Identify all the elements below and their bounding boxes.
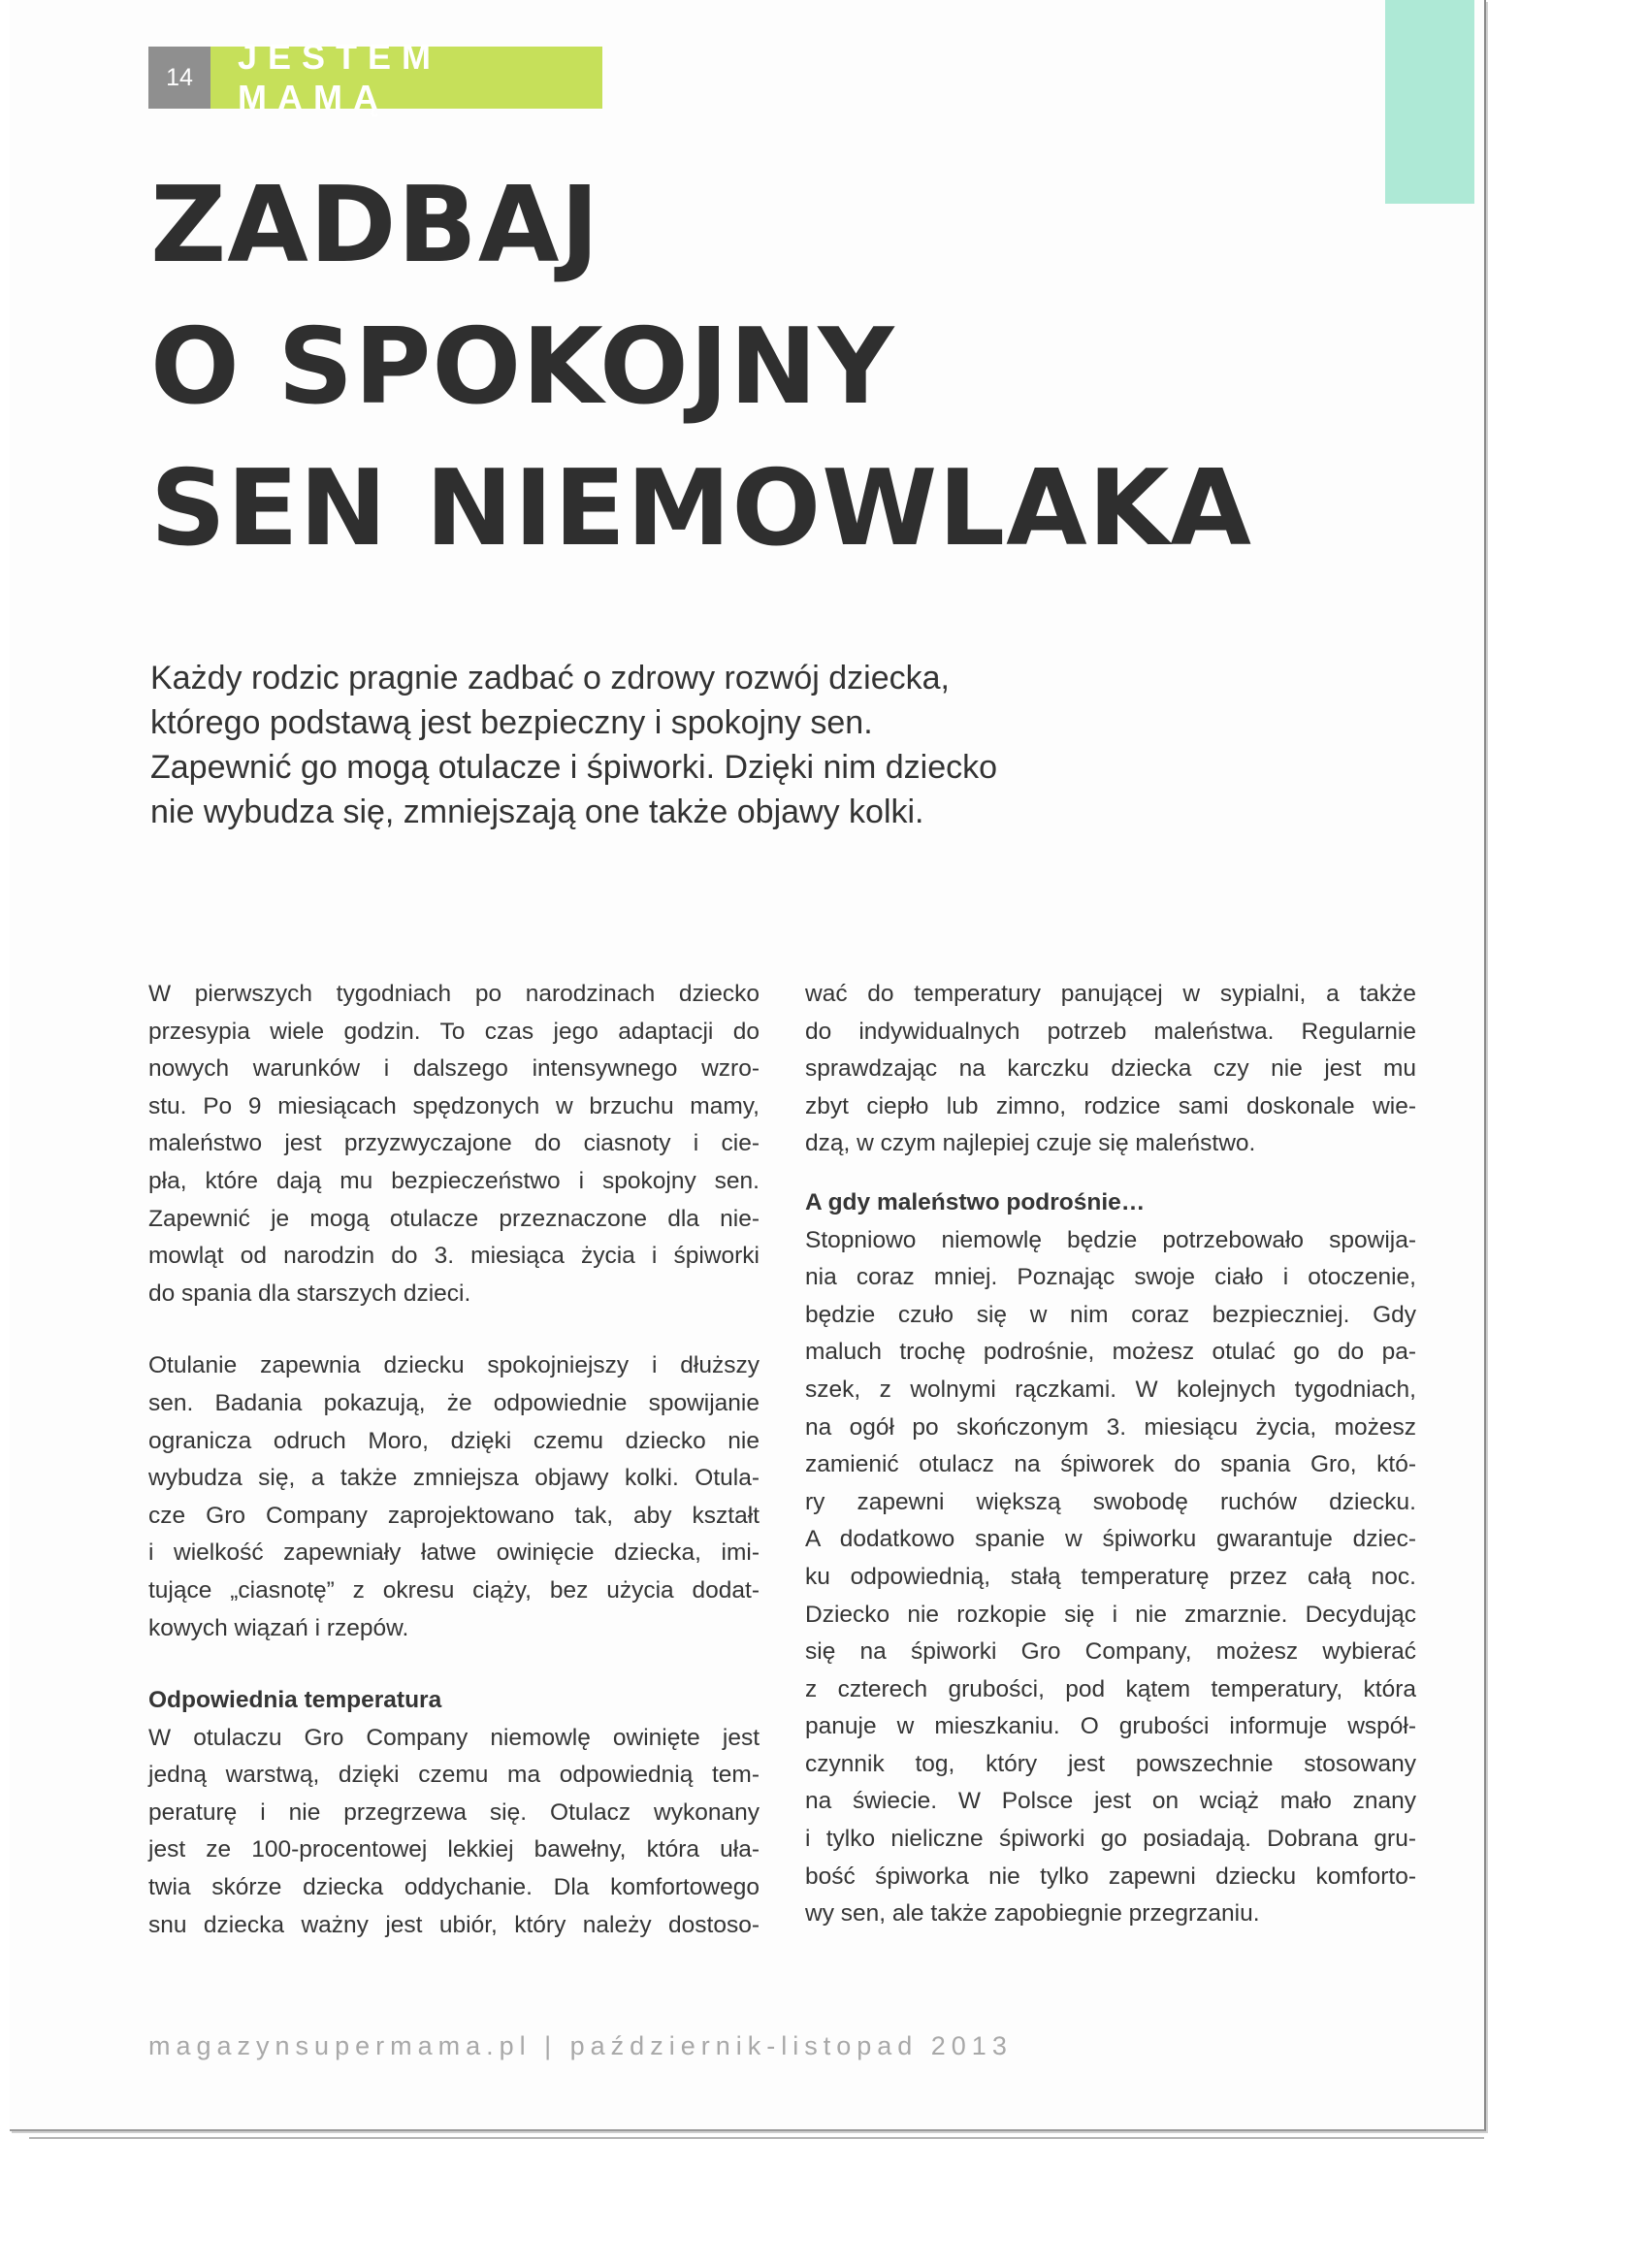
text-line: pła, które dają mu bezpieczeństwo i spokojny sen. bbox=[148, 1167, 760, 1194]
text-line: czynnik tog, który jest powszechnie stosowany bbox=[805, 1750, 1416, 1777]
paragraph bbox=[805, 1222, 1416, 1933]
text-line: snu dziecka ważny jest ubiór, który należy dostoso- bbox=[148, 1911, 760, 1938]
text-line: wać do temperatury panującej w sypialni, a także bbox=[805, 981, 1416, 1007]
text-line: ogranicza odruch Moro, dzięki czemu dziecko nie bbox=[148, 1427, 760, 1454]
text-line: ry zapewni większą swobodę ruchów dziecku. bbox=[805, 1488, 1416, 1515]
text-line: będzie czuło się w nim coraz bezpieczniej. Gdy bbox=[805, 1301, 1416, 1328]
article-headline bbox=[150, 155, 1252, 580]
text-line: nia coraz mniej. Poznając swoje ciało i otoczenie, bbox=[805, 1264, 1416, 1291]
text-line: wybudza się, a także zmniejsza objawy kolki. Otula- bbox=[148, 1465, 760, 1492]
section-label: JESTEM MAMĄ bbox=[210, 47, 602, 109]
text-line: maleństwo jest przyzwyczajone do ciasnoty i cie- bbox=[148, 1130, 760, 1157]
text-line: cze Gro Company zaprojektowano tak, aby kształt bbox=[148, 1502, 760, 1529]
text-line: nowych warunków i dalszego intensywnego wzro- bbox=[148, 1055, 760, 1083]
text-line: panuje w mieszkaniu. O grubości informuje współ- bbox=[805, 1713, 1416, 1740]
page-number: 14 bbox=[148, 47, 210, 109]
text-line: sprawdzając na karczku dziecka czy nie jest mu bbox=[805, 1055, 1416, 1083]
paragraph bbox=[805, 976, 1416, 1163]
text-line: przesypia wiele godzin. To czas jego adaptacji do bbox=[148, 1018, 760, 1045]
text-line: ku odpowiednią, stałą temperaturę przez całą noc. bbox=[805, 1563, 1416, 1590]
text-line: z czterech grubości, pod kątem temperatury, która bbox=[805, 1675, 1416, 1702]
text-line: W otulaczu Gro Company niemowlę owinięte jest bbox=[148, 1724, 760, 1751]
page-edge bbox=[29, 2129, 1484, 2139]
text-line: do spania dla starszych dzieci. bbox=[148, 1280, 471, 1307]
text-line: Stopniowo niemowlę będzie potrzebowało spowija- bbox=[805, 1226, 1416, 1253]
section-header bbox=[148, 37, 602, 117]
teal-page-tab bbox=[1385, 0, 1474, 204]
text-line: i wielkość zapewniały łatwe owinięcie dziecka, imi- bbox=[148, 1539, 760, 1567]
text-line: mowląt od narodzin do 3. miesiąca życia i śpiworki bbox=[148, 1243, 760, 1270]
subheading: Odpowiednia temperatura bbox=[148, 1687, 442, 1714]
text-line: szek, z wolnymi rączkami. W kolejnych tygodniach, bbox=[805, 1376, 1416, 1403]
text-line: i tylko nieliczne śpiworki go posiadają. Dobrana gru- bbox=[805, 1826, 1416, 1853]
headline-line: SEN NIEMOWLAKA bbox=[150, 448, 1252, 569]
text-line: A dodatkowo spanie w śpiworku gwarantuje dziec- bbox=[805, 1526, 1416, 1553]
text-line: zamienić otulacz na śpiworek do spania Gro, któ- bbox=[805, 1451, 1416, 1478]
text-line: Otulanie zapewnia dziecku spokojniejszy i dłuższy bbox=[148, 1352, 760, 1379]
lead-line: nie wybudza się, zmniejszają one także objawy kolki. bbox=[150, 794, 924, 830]
text-line: dzą, w czym najlepiej czuje się maleństwo. bbox=[805, 1130, 1256, 1157]
text-line: się na śpiworki Gro Company, możesz wybierać bbox=[805, 1638, 1416, 1666]
text-line: zbyt ciepło lub zimno, rodzice sami doskonale wie- bbox=[805, 1092, 1416, 1119]
text-line: Dziecko nie rozkopie się i nie zmarznie. Decydując bbox=[805, 1601, 1416, 1628]
text-line: na ogół po skończonym 3. miesiącu życia, możesz bbox=[805, 1413, 1416, 1441]
article-lead bbox=[150, 656, 1062, 834]
text-line: jedną warstwą, dzięki czemu ma odpowiednią tem- bbox=[148, 1762, 760, 1789]
text-line: tujące „ciasnotę” z okresu ciąży, bez użycia dodat- bbox=[148, 1576, 760, 1604]
paragraph bbox=[148, 1347, 760, 1647]
lead-line: którego podstawą jest bezpieczny i spokojny sen. bbox=[150, 704, 873, 741]
text-line: wy sen, ale także zapobiegnie przegrzaniu. bbox=[805, 1900, 1260, 1928]
headline-line: O SPOKOJNY bbox=[150, 307, 895, 428]
subheading: A gdy maleństwo podrośnie… bbox=[805, 1188, 1146, 1215]
body-column-left bbox=[148, 976, 760, 1944]
text-line: W pierwszych tygodniach po narodzinach dziecko bbox=[148, 981, 760, 1007]
text-line: Zapewnić je mogą otulacze przeznaczone dla nie- bbox=[148, 1205, 760, 1232]
text-line: sen. Badania pokazują, że odpowiednie spowijanie bbox=[148, 1389, 760, 1416]
text-line: maluch trochę podrośnie, możesz otulać go do pa- bbox=[805, 1339, 1416, 1366]
lead-line: Zapewnić go mogą otulacze i śpiworki. Dzięki nim dziecko bbox=[150, 749, 998, 786]
text-line: kowych wiązań i rzepów. bbox=[148, 1614, 409, 1641]
text-line: bość śpiworka nie tylko zapewni dziecku komforto- bbox=[805, 1863, 1416, 1890]
lead-line: Każdy rodzic pragnie zadbać o zdrowy rozwój dziecka, bbox=[150, 660, 950, 697]
page-footer: magazynsupermama.pl | październik-listopad 2013 bbox=[148, 2031, 1013, 2060]
headline-line: ZADBAJ bbox=[150, 165, 600, 286]
body-column-right bbox=[805, 976, 1416, 1933]
paragraph bbox=[148, 1720, 760, 1945]
text-line: peraturę i nie przegrzewa się. Otulacz wykonany bbox=[148, 1798, 760, 1826]
text-line: do indywidualnych potrzeb maleństwa. Regularnie bbox=[805, 1018, 1416, 1045]
text-line: stu. Po 9 miesiącach spędzonych w brzuchu mamy, bbox=[148, 1092, 760, 1119]
text-line: jest ze 100-procentowej lekkiej bawełny, która uła- bbox=[148, 1836, 760, 1863]
paragraph bbox=[148, 976, 760, 1312]
text-line: na świecie. W Polsce jest on wciąż mało znany bbox=[805, 1788, 1416, 1815]
text-line: twia skórze dziecka oddychanie. Dla komfortowego bbox=[148, 1874, 760, 1901]
